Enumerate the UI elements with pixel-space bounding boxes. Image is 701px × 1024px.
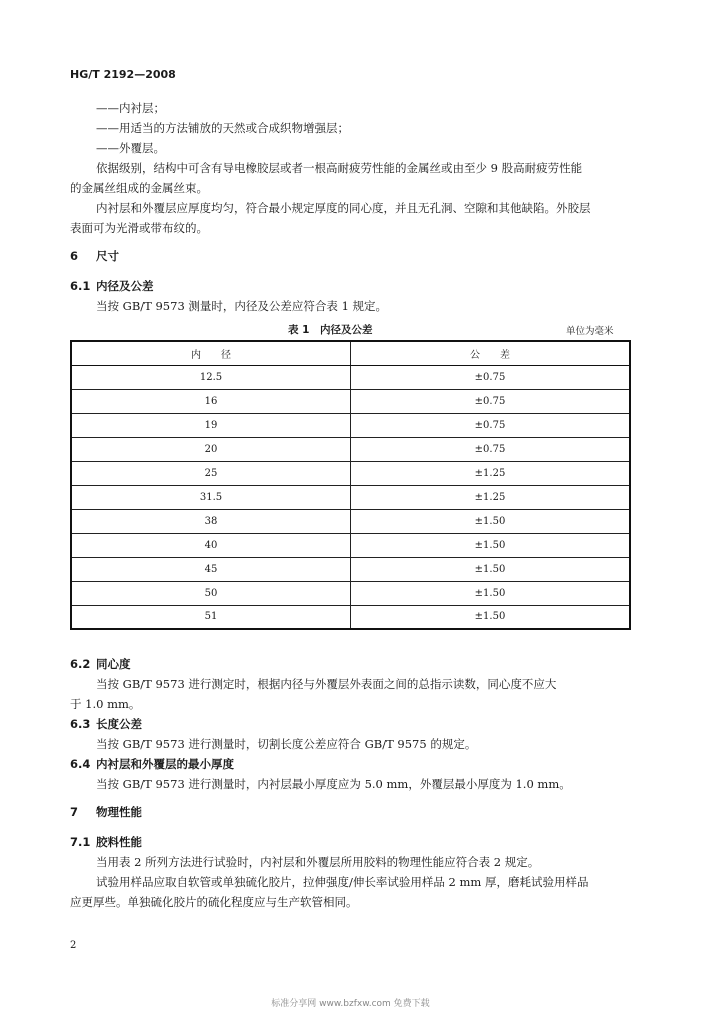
list-item: ——内衬层；: [96, 101, 165, 115]
paragraph-line: 当按 GB/T 9573 测量时，内径及公差应符合表 1 规定。: [96, 299, 388, 313]
cell-tolerance: ±1.50: [351, 581, 631, 605]
section-number: 6.4: [70, 757, 91, 771]
section-number: 7: [70, 805, 79, 819]
section-number: 6.1: [70, 279, 91, 293]
cell-inner-diameter: 20: [71, 437, 351, 461]
table-row: [71, 365, 630, 389]
column-header-tolerance: 公 差: [351, 341, 631, 365]
table-row: [71, 437, 630, 461]
standard-code: HG/T 2192—2008: [70, 68, 176, 81]
paragraph-line: 当用表 2 所列方法进行试验时，内衬层和外覆层所用胶料的物理性能应符合表 2 规定。: [96, 855, 540, 869]
paragraph-line: 当按 GB/T 9573 进行测定时，根据内径与外覆层外表面之间的总指示读数，同心度不应大: [96, 677, 557, 691]
section-number: 7.1: [70, 835, 91, 849]
cell-inner-diameter: 12.5: [71, 365, 351, 389]
page-number: 2: [70, 940, 77, 951]
table-unit: 单位为毫米: [566, 326, 614, 337]
section-heading-7-1: [70, 834, 142, 850]
cell-inner-diameter: 50: [71, 581, 351, 605]
paragraph-line: 依据级别，结构中可含有导电橡胶层或者一根高耐疲劳性能的金属丝或由至少 9 股高耐疲劳性能: [96, 161, 583, 175]
cell-tolerance: ±1.50: [351, 557, 631, 581]
section-title: 物理性能: [96, 805, 142, 819]
cell-tolerance: ±0.75: [351, 437, 631, 461]
section-number: 6: [70, 249, 79, 263]
table-row: [71, 461, 630, 485]
paragraph-line: 应更厚些。单独硫化胶片的硫化程度应与生产软管相同。: [70, 895, 358, 909]
section-number: 6.2: [70, 657, 91, 671]
paragraph-line: 表面可为光滑或带布纹的。: [70, 221, 208, 235]
cell-tolerance: ±1.25: [351, 485, 631, 509]
section-title: 长度公差: [96, 717, 142, 731]
table-row: [71, 581, 630, 605]
table-row: [71, 509, 630, 533]
section-title: 胶料性能: [96, 835, 142, 849]
cell-tolerance: ±0.75: [351, 413, 631, 437]
cell-inner-diameter: 45: [71, 557, 351, 581]
paragraph-line: 内衬层和外覆层应厚度均匀，符合最小规定厚度的同心度，并且无孔洞、空隙和其他缺陷。外胶层: [96, 201, 591, 215]
section-heading-6: [70, 248, 119, 264]
paragraph-line: 的金属丝组成的金属丝束。: [70, 181, 208, 195]
table-row: [71, 413, 630, 437]
cell-tolerance: ±1.50: [351, 605, 631, 629]
section-heading-6-2: [70, 656, 131, 672]
cell-inner-diameter: 38: [71, 509, 351, 533]
table-row: [71, 533, 630, 557]
cell-tolerance: ±1.50: [351, 509, 631, 533]
section-heading-6-4: [70, 756, 234, 772]
paragraph-line: 于 1.0 mm。: [70, 697, 141, 711]
section-title: 尺寸: [96, 249, 119, 263]
cell-tolerance: ±0.75: [351, 389, 631, 413]
section-heading-7: [70, 804, 142, 820]
cell-tolerance: ±1.25: [351, 461, 631, 485]
footer-watermark: 标准分享网 www.bzfxw.com 免费下载: [271, 999, 430, 1009]
inner-diameter-table: [70, 340, 631, 630]
table-caption: 表 1 内径及公差: [288, 324, 373, 336]
cell-tolerance: ±0.75: [351, 365, 631, 389]
table-row: [71, 485, 630, 509]
cell-inner-diameter: 25: [71, 461, 351, 485]
list-item: ——外覆层。: [96, 141, 165, 155]
list-item: ——用适当的方法铺放的天然或合成织物增强层；: [96, 121, 349, 135]
section-title: 内衬层和外覆层的最小厚度: [96, 757, 234, 771]
section-number: 6.3: [70, 717, 91, 731]
cell-inner-diameter: 31.5: [71, 485, 351, 509]
cell-tolerance: ±1.50: [351, 533, 631, 557]
table-row: [71, 389, 630, 413]
section-heading-6-3: [70, 716, 142, 732]
column-header-inner-diameter: 内 径: [71, 341, 351, 365]
table-row: [71, 557, 630, 581]
paragraph-line: 试验用样品应取自软管或单独硫化胶片，拉伸强度/伸长率试验用样品 2 mm 厚，磨耗试验用样品: [96, 875, 589, 889]
cell-inner-diameter: 19: [71, 413, 351, 437]
section-heading-6-1: [70, 278, 154, 294]
paragraph-line: 当按 GB/T 9573 进行测量时，内衬层最小厚度应为 5.0 mm，外覆层最小厚度为 1.0 mm。: [96, 777, 571, 791]
cell-inner-diameter: 51: [71, 605, 351, 629]
paragraph-line: 当按 GB/T 9573 进行测量时，切割长度公差应符合 GB/T 9575 的规定。: [96, 737, 477, 751]
section-title: 内径及公差: [96, 279, 154, 293]
table-row: [71, 605, 630, 629]
cell-inner-diameter: 16: [71, 389, 351, 413]
cell-inner-diameter: 40: [71, 533, 351, 557]
section-title: 同心度: [96, 657, 131, 671]
